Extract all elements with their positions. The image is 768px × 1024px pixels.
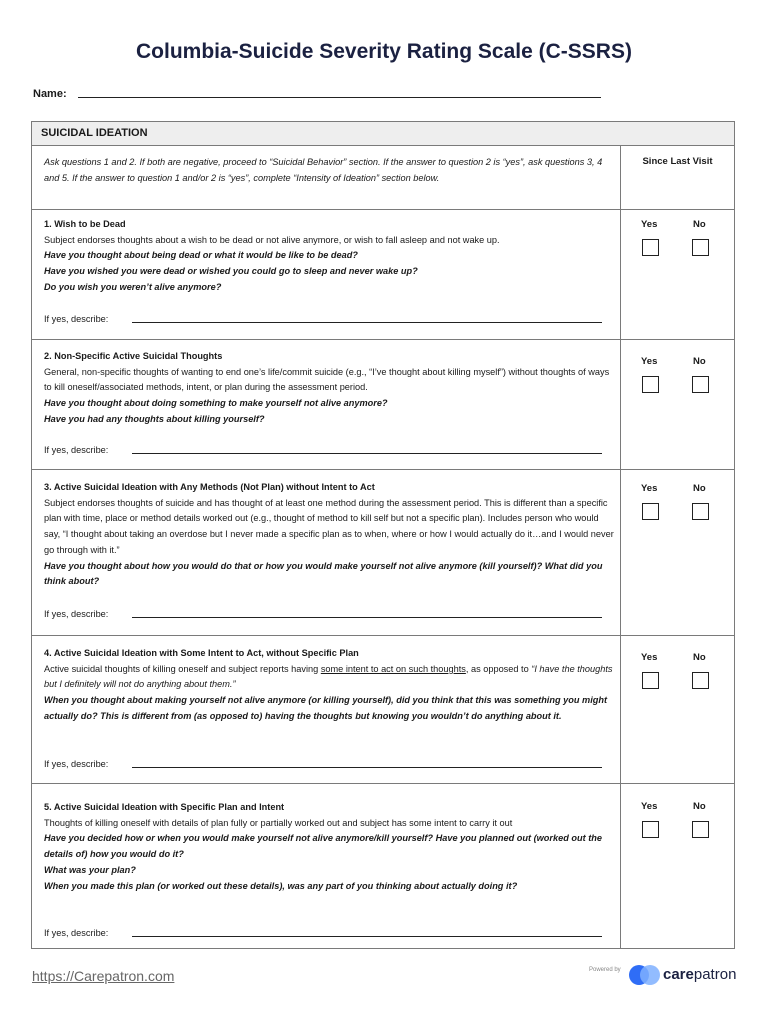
item-5-no-checkbox[interactable] <box>692 821 709 838</box>
item-4-desc-start: Active suicidal thoughts of killing oneself and subject reports having <box>44 663 321 674</box>
item-2-yes-label: Yes <box>641 356 658 367</box>
item-2 <box>44 349 614 428</box>
item-3-yes-label: Yes <box>641 483 658 494</box>
item-3-no-label: No <box>693 483 706 494</box>
wordmark-part-1: care <box>663 966 694 983</box>
item-4-yes-label: Yes <box>641 652 658 663</box>
row-divider <box>32 783 734 784</box>
item-2-question: Have you thought about doing something to make yourself not alive anymore? <box>44 398 388 409</box>
item-1-no-label: No <box>693 219 706 230</box>
row-divider <box>32 635 734 636</box>
item-2-describe-label: If yes, describe: <box>44 445 109 455</box>
item-5-title: 5. Active Suicidal Ideation with Specific Plan and Intent <box>44 802 285 812</box>
item-2-description: General, non-specific thoughts of wanting to end one’s life/commit suicide (e.g., “I’ve thought about killing myself”) without thoughts of ways to kill oneself/associated methods, intent, or plan during the assessment period. <box>44 366 610 393</box>
item-2-title: 2. Non-Specific Active Suicidal Thoughts <box>44 351 223 361</box>
item-2-question: Have you had any thoughts about killing yourself? <box>44 413 265 424</box>
item-5-question: Have you decided how or when you would make yourself not alive anymore/kill yourself? Have you planned out (worked out the details of) how you would do it? <box>44 833 602 860</box>
carepatron-logo-icon <box>628 964 662 986</box>
row-divider <box>32 339 734 340</box>
row-divider <box>32 469 734 470</box>
item-5-no-label: No <box>693 801 706 812</box>
item-4-description <box>44 662 614 693</box>
page-title: Columbia-Suicide Severity Rating Scale (C-SSRS) <box>136 40 632 63</box>
item-3-describe-label: If yes, describe: <box>44 609 109 619</box>
item-5-question: When you made this plan (or worked out these details), was any part of you thinking about actually doing it? <box>44 880 518 891</box>
carepatron-wordmark <box>663 966 736 983</box>
item-3-no-checkbox[interactable] <box>692 503 709 520</box>
item-5-yes-label: Yes <box>641 801 658 812</box>
item-2-describe-field[interactable] <box>132 453 602 454</box>
powered-by-label: Powered by <box>589 967 621 973</box>
instructions-text: Ask questions 1 and 2. If both are negative, proceed to “Suicidal Behavior” section. If the answer to question 2 is “yes”, ask questions 3, 4 and 5. If the answer to question 1 and/or 2 is “yes”, complete “Intensity of Ideation” section below. <box>44 157 603 184</box>
item-2-yes-checkbox[interactable] <box>642 376 659 393</box>
wordmark-part-2: patron <box>693 966 737 983</box>
item-4-desc-mid: , as opposed to <box>465 663 532 674</box>
item-1-title: 1. Wish to be Dead <box>44 219 126 229</box>
section-header: SUICIDAL IDEATION <box>32 122 734 146</box>
item-5-describe-label: If yes, describe: <box>44 928 109 938</box>
item-5 <box>44 800 614 894</box>
item-3 <box>44 480 614 590</box>
item-1-describe-label: If yes, describe: <box>44 314 109 324</box>
item-5-description: Thoughts of killing oneself with details of plan fully or partially worked out and subject has some intent to carry it out <box>44 817 513 828</box>
item-4-no-checkbox[interactable] <box>692 672 709 689</box>
item-4-yes-checkbox[interactable] <box>642 672 659 689</box>
item-1-description: Subject endorses thoughts about a wish to be dead or not alive anymore, or wish to fall asleep and not wake up. <box>44 234 500 245</box>
item-1-yes-label: Yes <box>641 219 658 230</box>
item-1-describe-field[interactable] <box>132 322 602 323</box>
item-1-yes-checkbox[interactable] <box>642 239 659 256</box>
item-1-question: Do you wish you weren’t alive anymore? <box>44 281 222 292</box>
item-4-describe-field[interactable] <box>132 767 602 768</box>
item-3-title: 3. Active Suicidal Ideation with Any Methods (Not Plan) without Intent to Act <box>44 482 375 492</box>
item-3-question: Have you thought about how you would do that or how you would make yourself not alive anymore (kill yourself)? What did you think about? <box>44 560 603 587</box>
item-5-yes-checkbox[interactable] <box>642 821 659 838</box>
item-1-question: Have you thought about being dead or what it would be like to be dead? <box>44 250 358 261</box>
item-4-desc-quote: “I have the thoughts but I definitely will not do anything about them.” <box>44 663 613 690</box>
footer-link[interactable]: https://Carepatron.com <box>32 968 175 984</box>
item-4-title: 4. Active Suicidal Ideation with Some Intent to Act, without Specific Plan <box>44 648 359 658</box>
since-last-visit-header: Since Last Visit <box>642 156 713 167</box>
item-3-describe-field[interactable] <box>132 617 602 618</box>
item-4-describe-label: If yes, describe: <box>44 759 109 769</box>
item-2-no-label: No <box>693 356 706 367</box>
item-1 <box>44 217 614 296</box>
row-divider <box>32 209 734 210</box>
column-divider <box>620 146 621 948</box>
item-5-question: What was your plan? <box>44 864 136 875</box>
item-1-question: Have you wished you were dead or wished you could go to sleep and never wake up? <box>44 266 418 277</box>
item-4-no-label: No <box>693 652 706 663</box>
item-4-desc-underlined: some intent to act on such thoughts <box>320 663 466 674</box>
item-3-yes-checkbox[interactable] <box>642 503 659 520</box>
name-label: Name: <box>33 88 67 100</box>
item-3-description: Subject endorses thoughts of suicide and has thought of at least one method during the assessment period. This is different than a specific plan with time, place or method details worked out (e.g., thought of method to kill self but not a specific plan). Includes person who would say, “I thought about taking an overdose but I never made a specific plan as to when, where or how I would actually do it…and I would never go through with it.” <box>44 497 614 555</box>
item-2-no-checkbox[interactable] <box>692 376 709 393</box>
suicidal-ideation-form <box>31 121 735 949</box>
item-4 <box>44 646 614 725</box>
name-field[interactable] <box>78 97 601 98</box>
item-4-question: When you thought about making yourself not alive anymore (or killing yourself), did you think that this was something you might actually do? This is different from (as opposed to) having the thoughts but knowing you wouldn’t do anything about it. <box>44 695 608 721</box>
item-1-no-checkbox[interactable] <box>692 239 709 256</box>
item-5-describe-field[interactable] <box>132 936 602 937</box>
